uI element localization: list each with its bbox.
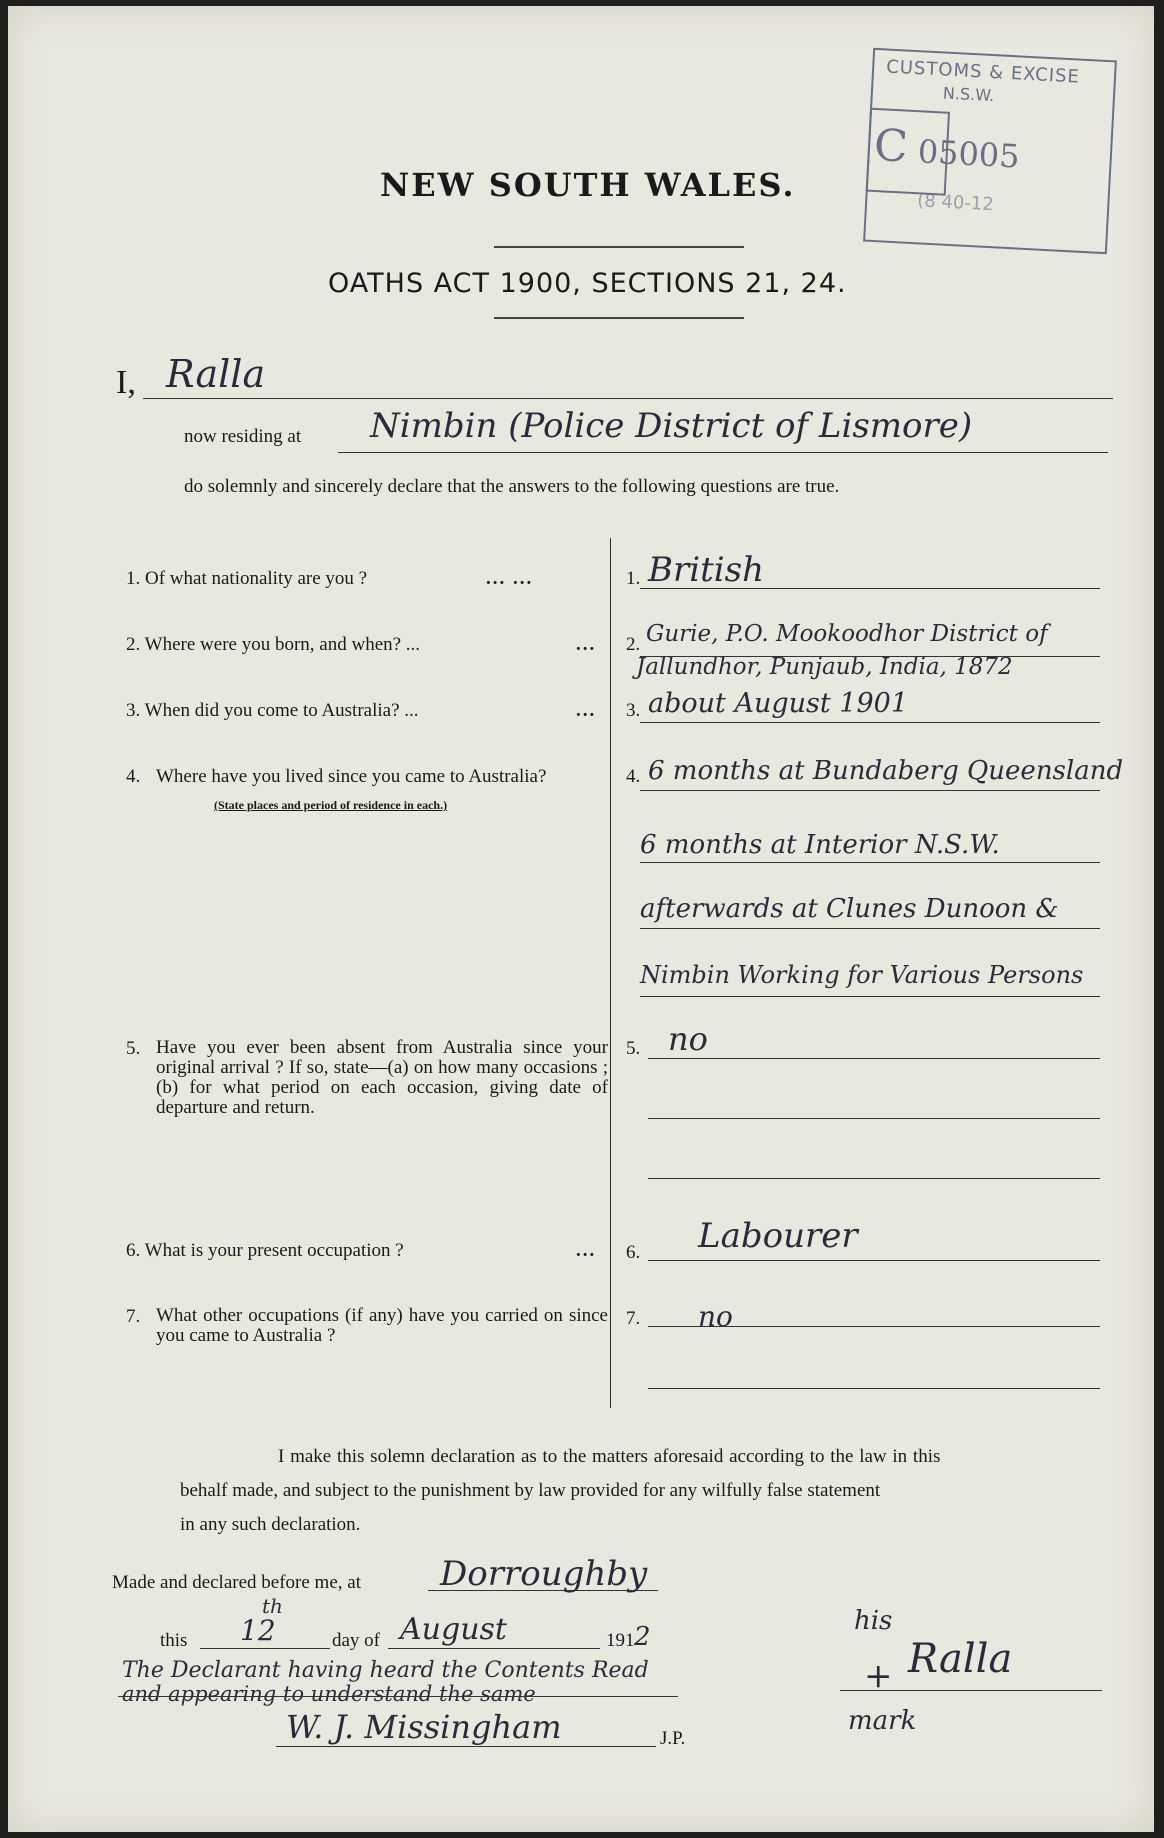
column-divider: [610, 538, 611, 1408]
answer-4-rule1: [640, 790, 1100, 791]
answer-1-num: 1.: [626, 568, 641, 589]
jp-signature-line: [276, 1746, 656, 1747]
question-3: 3. When did you come to Australia? ... ...: [126, 700, 597, 721]
document-page: [8, 6, 1154, 1832]
answer-2-line: [640, 656, 1100, 657]
title-rule: [494, 246, 744, 248]
customs-stamp: [863, 48, 1117, 255]
stamp-number: 05005: [916, 132, 1021, 176]
declarant-note-line1: The Declarant having heard the Contents Read: [122, 1658, 649, 1683]
declared-day: 12: [240, 1614, 276, 1647]
answer-5-rule1: [648, 1058, 1100, 1059]
mark-name: Ralla: [908, 1636, 1013, 1682]
stamp-date: (8 40-12: [916, 190, 995, 216]
declared-place-line: [428, 1590, 658, 1591]
answer-5-rule2: [648, 1118, 1100, 1119]
answer-7-num: 7.: [626, 1308, 641, 1329]
made-declared-label: Made and declared before me, at: [112, 1572, 361, 1593]
declared-month-line: [388, 1648, 600, 1649]
answer-3: about August 1901: [648, 688, 909, 719]
question-7: 7. What other occupations (if any) have you carried on since you came to Australia ?: [126, 1305, 608, 1346]
subtitle-rule: [494, 317, 744, 319]
answer-4-line1: 6 months at Bundaberg Queensland: [648, 756, 1124, 786]
residing-label: now residing at: [184, 426, 302, 447]
question-4: 4. Where have you lived since you came to Australia? (State places and period of residence in each.): [126, 766, 606, 816]
mark-label: mark: [848, 1706, 917, 1736]
question-5: 5. Have you ever been absent from Australia since your original arrival ? If so, state—(a) on how many occasions ; (b) for what period on each occasion, giving date of departure and return.: [126, 1037, 608, 1118]
declarant-name-line: [143, 398, 1113, 399]
answer-4-rule4: [640, 996, 1100, 997]
declarant-name: Ralla: [166, 352, 266, 396]
jp-signature: W. J. Missingham: [286, 1708, 562, 1746]
answer-2-num: 2.: [626, 634, 641, 655]
answer-2-line2: Jallundhor, Punjaub, India, 1872: [636, 654, 1013, 680]
declared-year-digit: 2: [634, 1622, 651, 1652]
declared-place: Dorroughby: [440, 1554, 648, 1594]
solemn-line3: in any such declaration.: [180, 1514, 361, 1535]
jp-label: J.P.: [660, 1728, 686, 1749]
solemn-line2: behalf made, and subject to the punishment by law provided for any wilfully false statement: [180, 1480, 881, 1501]
stamp-letter: C: [872, 119, 910, 173]
mark-line: [840, 1690, 1102, 1691]
declarant-prefix: I,: [116, 364, 136, 401]
answer-7: no: [698, 1300, 733, 1333]
declarant-note-line2: and appearing to understand the same: [122, 1682, 536, 1706]
declared-year-prefix: 191: [606, 1630, 635, 1651]
answer-4-line3: afterwards at Clunes Dunoon &: [640, 894, 1059, 924]
answer-5-rule3: [648, 1178, 1100, 1179]
declared-day-suffix: th: [262, 1594, 283, 1618]
question-4-note: (State places and period of residence in each.): [214, 798, 448, 812]
question-2: 2. Where were you born, and when? ... ...: [126, 634, 597, 655]
answer-4-rule3: [640, 928, 1100, 929]
note-line: [118, 1696, 678, 1697]
answer-5-num: 5.: [626, 1038, 641, 1059]
answer-1: British: [648, 550, 764, 590]
declared-month: August: [400, 1612, 507, 1647]
declaration-line: do solemnly and sincerely declare that the answers to the following questions are true.: [184, 476, 840, 497]
answer-3-num: 3.: [626, 700, 641, 721]
answer-3-line: [640, 722, 1100, 723]
residence-value: Nimbin (Police District of Lismore): [370, 406, 973, 446]
mark-cross: +: [864, 1656, 893, 1696]
answer-6-num: 6.: [626, 1242, 641, 1263]
answer-4-line4: Nimbin Working for Various Persons: [640, 961, 1084, 989]
answer-6: Labourer: [698, 1216, 858, 1256]
question-1: 1. Of what nationality are you ? ... ...: [126, 568, 534, 589]
answer-4-rule2: [640, 862, 1100, 863]
answer-2-line1: Gurie, P.O. Mookoodhor District of: [646, 621, 1048, 647]
declared-day-line: [200, 1648, 330, 1649]
stamp-line2: N.S.W.: [942, 83, 995, 106]
day-of-label: day of: [332, 1630, 381, 1651]
answer-4-num: 4.: [626, 766, 641, 787]
answer-5: no: [668, 1020, 708, 1058]
page-subtitle: OATHS ACT 1900, SECTIONS 21, 24.: [328, 268, 847, 299]
question-6: 6. What is your present occupation ? ...: [126, 1240, 597, 1261]
answer-7-rule2: [648, 1388, 1100, 1389]
answer-1-line: [640, 588, 1100, 589]
this-label: this: [160, 1630, 188, 1651]
answer-6-line: [648, 1260, 1100, 1261]
mark-his: his: [854, 1606, 893, 1636]
page-title: NEW SOUTH WALES.: [380, 166, 796, 204]
answer-7-rule1: [648, 1326, 1100, 1327]
stamp-line1: CUSTOMS & EXCISE: [885, 56, 1081, 88]
answer-4-line2: 6 months at Interior N.S.W.: [640, 830, 1000, 860]
solemn-line1: I make this solemn declaration as to the matters aforesaid according to the law in this: [278, 1446, 941, 1467]
residence-line: [338, 452, 1108, 453]
